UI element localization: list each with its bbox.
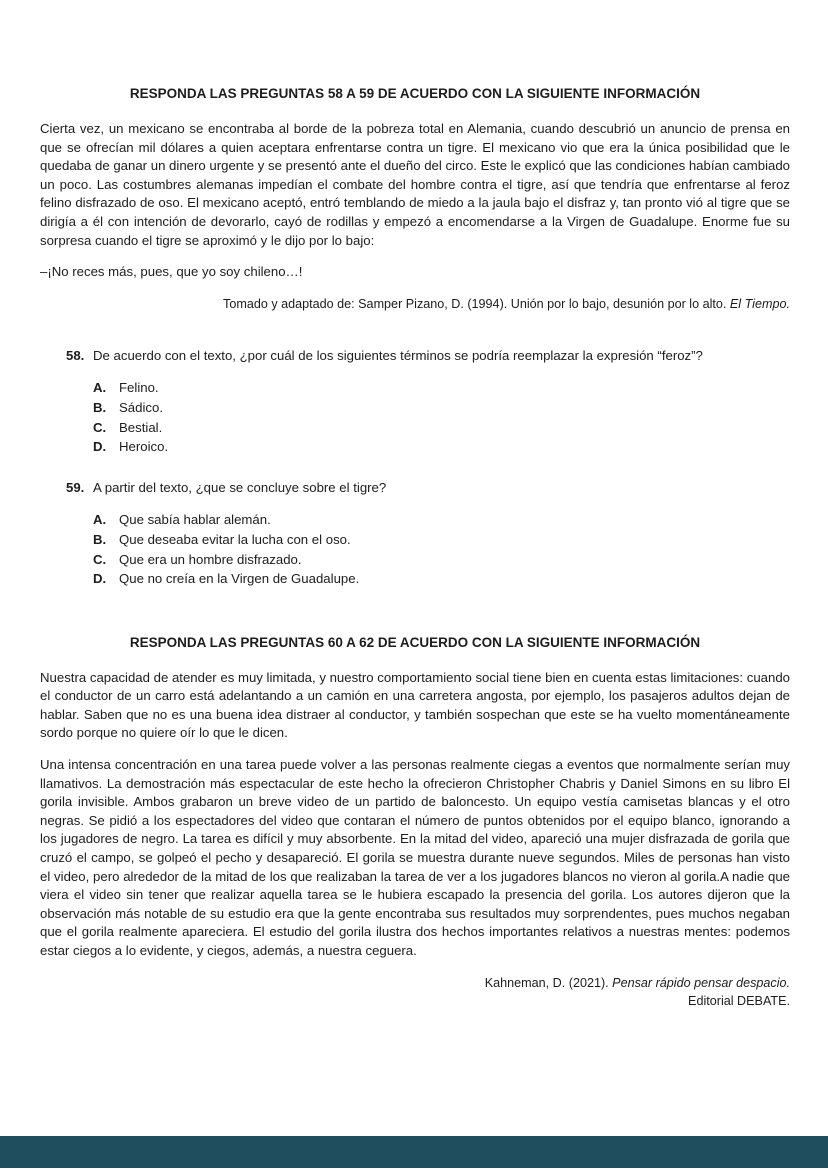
question-59 (66, 479, 790, 589)
option-d (93, 437, 790, 457)
option-text: Felino. (119, 380, 159, 396)
footer-color-bar (0, 1136, 828, 1168)
option-letter: C. (93, 419, 107, 435)
option-c (93, 550, 790, 570)
reading-passage-paragraph-2: Una intensa concentración en una tarea puede volver a las personas realmente ciegas a eventos que normalmente serían muy llamativos. La demostración más espectacular de este hecho la ofrecieron Christopher Chabris y Daniel Simons en su libro El gorila invisible. Ambos grabaron un breve video de un partido de baloncesto. Un equipo vestía camisetas blancas y el otro negras. Se pidió a los espectadores del video que contaran el número de puntos obtenidos por el equipo blanco, ignorando a los jugadores de negro. La tarea es difícil y muy absorbente. En la mitad del video, apareció una mujer disfrazada de gorila que cruzó el campo, se golpeó el pecho y desapareció. El gorila se muestra durante nueve segundos. Miles de personas han visto el video, pero alrededor de la mitad de los que realizaban la tarea de ver a los jugadores blancos no vieron al gorila.A nadie que viera el video sin tener que realizar aquella tarea se le hubiera escapado la presencia del gorila. Los autores dijeron que la observación más notable de su estudio era que la gente encontraba sus resultados muy sorprendentes, pues muchos negaban que el gorila realmente apareciera. El estudio del gorila ilustra dos hechos importantes relativos a nuestras mentes: podemos estar ciegos a lo evidente, y ciegos, además, a nuestra ceguera. (40, 757, 790, 958)
option-text: Heroico. (119, 439, 169, 455)
question-58 (66, 347, 790, 457)
section-header: RESPONDA LAS PREGUNTAS 60 A 62 DE ACUERDO CON LA SIGUIENTE INFORMACIÓN (129, 634, 701, 650)
option-a (93, 378, 790, 398)
reading-passage: Cierta vez, un mexicano se encontraba al borde de la pobreza total en Alemania, cuando descubrió un anuncio de prensa en que se ofrecían mil dólares a quien aceptara enfrentarse contra un tigre. El mexicano vio que era la única posibilidad que le quedaba de ganar un dinero urgente y se presentó ante el dueño del circo. Este le explicó que las condiciones habían cambiado un poco. Las costumbres alemanas impedían el combate del hombre contra el tigre, así que tendría que enfrentarse al feroz felino disfrazado de oso. El mexicano aceptó, entró temblando de miedo a la jaula bajo el disfraz y, tan pronto vió al tigre que se dirigía a él con intención de devorarlo, cayó de rodillas y empezó a encomendarse a la Virgen de Guadalupe. Enorme fue su sorpresa cuando el tigre se aproximó y le dijo por lo bajo: (40, 121, 791, 248)
source-attribution (40, 295, 790, 313)
option-text: Que no creía en la Virgen de Guadalupe. (119, 571, 360, 587)
option-letter: A. (93, 512, 107, 528)
option-letter: A. (93, 380, 107, 396)
attribution-text: Kahneman, D. (2021). (484, 975, 613, 990)
option-b (93, 398, 790, 418)
passage-quote: –¡No reces más, pues, que yo soy chileno…! (40, 264, 303, 280)
questions-block (66, 347, 790, 589)
option-d (93, 569, 790, 589)
section-header: RESPONDA LAS PREGUNTAS 58 A 59 DE ACUERDO CON LA SIGUIENTE INFORMACIÓN (129, 86, 701, 101)
option-letter: B. (93, 531, 107, 547)
question-row (66, 479, 790, 498)
section-60-62 (40, 633, 790, 1010)
option-text: Que deseaba evitar la lucha con el oso. (119, 531, 351, 547)
section-58-59 (40, 84, 790, 313)
question-text: A partir del texto, ¿que se concluye sobre el tigre? (93, 479, 387, 495)
option-letter: D. (93, 571, 107, 587)
reading-passage-paragraph-1: Nuestra capacidad de atender es muy limitada, y nuestro comportamiento social tiene bien en cuenta estas limitaciones: cuando el conductor de un carro está adelantando a un camión en una carretera angosta, por ejemplo, los pasajeros adultos dejan de hablar. Saben que no es una buena idea distraer al conductor, y también sospechan que este se ha vuelto momentáneamente sordo porque no quiere oír lo que le dicen. (40, 669, 790, 741)
options-list (93, 510, 790, 588)
options-list (93, 378, 790, 456)
question-number: 59. (66, 479, 85, 495)
attribution-text: Tomado y adaptado de: Samper Pizano, D. (1994). Unión por lo bajo, desunión por lo alto. (223, 296, 730, 311)
option-letter: C. (93, 551, 107, 567)
attribution-publisher: Editorial DEBATE. (688, 993, 790, 1008)
option-text: Bestial. (119, 419, 163, 435)
attribution-source-title: Pensar rápido pensar despacio. (612, 975, 790, 990)
question-text: De acuerdo con el texto, ¿por cuál de los siguientes términos se podría reemplazar la expresión “feroz”? (93, 347, 703, 363)
option-text: Que era un hombre disfrazado. (119, 551, 302, 567)
option-text: Sádico. (119, 399, 163, 415)
option-c (93, 418, 790, 438)
question-row (66, 347, 790, 366)
option-b (93, 530, 790, 550)
option-a (93, 510, 790, 530)
question-number: 58. (66, 347, 85, 363)
option-letter: B. (93, 399, 107, 415)
option-text: Que sabía hablar alemán. (119, 512, 271, 528)
attribution-source-title: El Tiempo. (729, 296, 790, 311)
source-attribution (40, 974, 790, 1010)
option-letter: D. (93, 439, 107, 455)
